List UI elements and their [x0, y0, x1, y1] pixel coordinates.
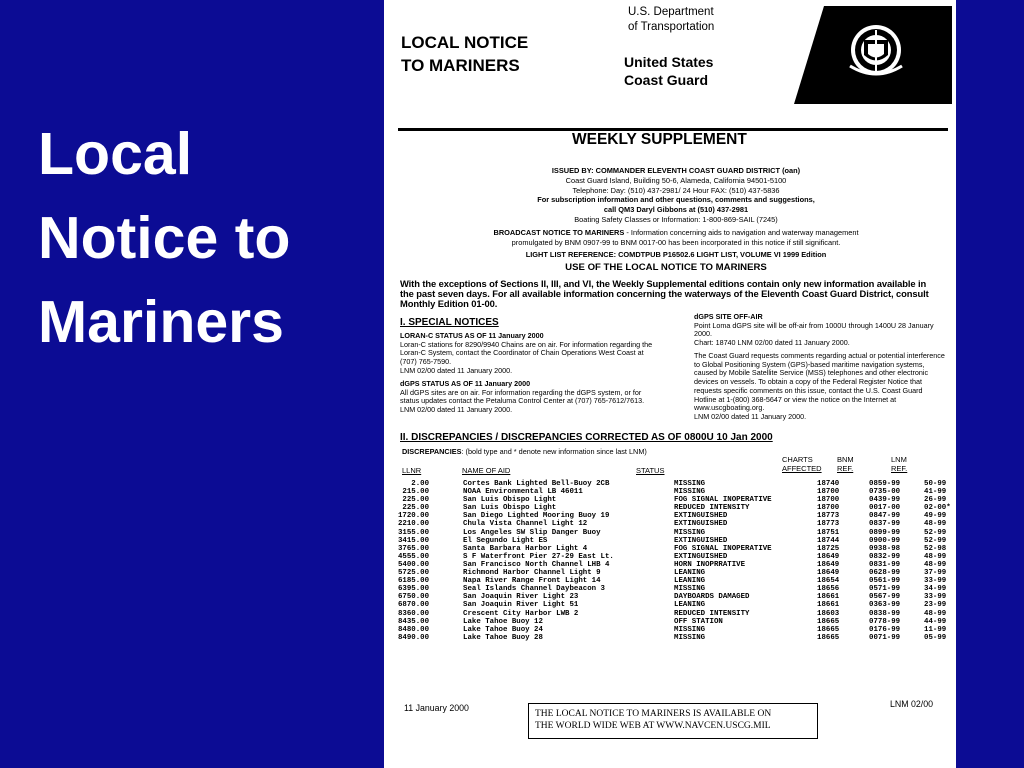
notice-dgps-status — [400, 380, 662, 415]
cell-status: REDUCED INTENSITY — [674, 504, 750, 513]
cell-llnr: 4555.00 — [398, 552, 430, 561]
discrepancies-label: DISCREPANCIES — [402, 447, 462, 456]
cell-status: LEANING — [674, 601, 706, 610]
column-header-lnm — [891, 455, 907, 473]
cell-name: Crescent City Harbor LWB 2 — [463, 609, 579, 618]
notice-title — [401, 31, 528, 77]
cell-status: OFF STATION — [674, 617, 723, 626]
table-row — [398, 496, 951, 504]
table-row — [398, 553, 951, 561]
department-line: U.S. Department — [628, 6, 714, 18]
discrepancies-table — [398, 480, 951, 642]
cell-status: MISSING — [674, 625, 706, 634]
footer-lnm: LNM 02/00 — [890, 699, 934, 709]
table-row — [398, 545, 951, 553]
web-availability-line: THE LOCAL NOTICE TO MARINERS IS AVAILABLE ON — [535, 709, 772, 719]
broadcast-text: promulgated by BNM 0907-99 to BNM 0017-00 has been incorporated in this notice if still significant. — [511, 237, 841, 247]
cell-status: DAYBOARDS DAMAGED — [674, 593, 750, 602]
notice-heading: dGPS SITE OFF-AIR — [694, 312, 763, 321]
column-header-bnm — [837, 455, 854, 473]
cell-chart: 18603 — [817, 609, 840, 618]
cell-status: MISSING — [674, 633, 706, 642]
cell-bnm: 0439-99 — [869, 496, 901, 505]
cell-lnm: 48-99 — [924, 520, 947, 529]
cell-name: NOAA Environmental LB 46011 — [463, 488, 583, 497]
broadcast-text: - Information concerning aids to navigation and waterway management — [624, 228, 859, 237]
table-row — [398, 569, 951, 577]
cell-llnr: 3155.00 — [398, 528, 430, 537]
notice-body: Point Loma dGPS site will be off-air from 1000U through 1400U 28 January 2000. — [694, 320, 934, 339]
broadcast-label: BROADCAST NOTICE TO MARINERS — [493, 228, 625, 237]
cell-lnm: 23-99 — [924, 601, 947, 610]
notice-title-line: LOCAL NOTICE — [401, 33, 529, 52]
cell-status: FOG SIGNAL INOPERATIVE — [674, 496, 772, 505]
cell-llnr: 6185.00 — [398, 577, 430, 586]
issued-line: For subscription information and other questions, comments and suggestions, — [537, 195, 815, 205]
department-line: of Transportation — [628, 21, 715, 33]
footer-date: 11 January 2000 — [404, 703, 469, 713]
issued-line: call QM3 Daryl Gibbons at (510) 437-2981 — [603, 205, 749, 215]
department-label — [628, 5, 714, 35]
notice-ref: Chart: 18740 LNM 02/00 dated 11 January 2000. — [694, 338, 850, 348]
cell-lnm: 44-99 — [924, 617, 947, 626]
table-row — [398, 610, 951, 618]
cell-name: Napa River Range Front Light 14 — [463, 577, 601, 586]
cell-bnm: 0832-99 — [869, 552, 901, 561]
column-header-line: LNM — [891, 455, 907, 464]
cell-bnm: 0838-99 — [869, 609, 901, 618]
coast-guard-emblem-icon — [792, 0, 952, 110]
cell-status: EXTINGUISHED — [674, 520, 728, 529]
cell-chart: 18725 — [817, 544, 840, 553]
agency-label — [624, 53, 713, 89]
cell-bnm: 0176-99 — [869, 625, 901, 634]
cell-bnm: 0778-99 — [869, 617, 901, 626]
cell-chart: 18744 — [817, 536, 840, 545]
cell-lnm: 52-99 — [924, 536, 947, 545]
cell-name: San Francisco North Channel LHB 4 — [463, 560, 610, 569]
cell-status: MISSING — [674, 528, 706, 537]
cell-lnm: 34-99 — [924, 585, 947, 594]
column-header-llnr: LLNR — [402, 466, 422, 475]
cell-lnm: 26-99 — [924, 496, 947, 505]
cell-lnm: 33-99 — [924, 577, 947, 586]
slide-title-line: Mariners — [38, 289, 284, 355]
cell-name: Lake Tahoe Buoy 28 — [463, 633, 543, 642]
column-header-line: AFFECTED — [782, 464, 822, 473]
cell-lnm: 48-99 — [924, 560, 947, 569]
cell-status: LEANING — [674, 569, 706, 578]
table-row — [398, 512, 951, 520]
column-header-name: NAME OF AID — [462, 466, 511, 475]
cell-chart: 18649 — [817, 569, 840, 578]
notice-title-line: TO MARINERS — [401, 56, 520, 75]
table-row — [398, 585, 951, 593]
cell-name: San Luis Obispo Light — [463, 504, 557, 513]
cell-bnm: 0071-99 — [869, 633, 901, 642]
notice-dgps-offair — [694, 313, 946, 348]
cell-lnm: 52-98 — [924, 544, 947, 553]
cell-llnr: 5400.00 — [398, 560, 430, 569]
cell-bnm: 0900-99 — [869, 536, 901, 545]
supplement-title: WEEKLY SUPPLEMENT — [572, 131, 747, 148]
notice-heading: LORAN-C STATUS AS OF 11 January 2000 — [400, 331, 544, 340]
table-row — [398, 480, 951, 488]
cell-lnm: 50-99 — [924, 480, 947, 488]
cell-llnr: 8480.00 — [398, 625, 430, 634]
table-row — [398, 593, 951, 601]
notice-ref: LNM 02/00 dated 11 January 2000. — [400, 405, 513, 415]
notice-loran — [400, 332, 662, 376]
cell-llnr: 2.00 — [411, 480, 430, 488]
cell-lnm: 37-99 — [924, 569, 947, 578]
cell-name: Cortes Bank Lighted Bell-Buoy 2CB — [463, 480, 610, 488]
cell-status: REDUCED INTENSITY — [674, 609, 750, 618]
column-header-charts — [782, 455, 822, 473]
cell-chart: 18700 — [817, 504, 840, 513]
cell-name: El Segundo Light ES — [463, 536, 548, 545]
cell-chart: 18661 — [817, 593, 840, 602]
issued-line: ISSUED BY: COMMANDER ELEVENTH COAST GUARD DISTRICT (oan) — [551, 166, 801, 175]
cell-llnr: 6395.00 — [398, 585, 430, 594]
section2-title: II. DISCREPANCIES / DISCREPANCIES CORRECTED AS OF 0800U 10 Jan 2000 — [400, 432, 773, 443]
cell-name: S F Waterfront Pier 27-29 East Lt. — [463, 552, 614, 561]
cell-lnm: 52-99 — [924, 528, 947, 537]
cell-lnm: 41-99 — [924, 488, 947, 497]
discrepancies-note — [402, 447, 647, 456]
notice-ref: LNM 02/00 dated 11 January 2000. — [694, 411, 807, 421]
cell-bnm: 0899-99 — [869, 528, 901, 537]
cell-llnr: 6750.00 — [398, 593, 430, 602]
section1-title: I. SPECIAL NOTICES — [400, 317, 499, 328]
table-row — [398, 520, 951, 528]
cell-name: Chula Vista Channel Light 12 — [463, 520, 588, 529]
cell-chart: 18740 — [817, 480, 840, 488]
notice-heading: dGPS STATUS AS OF 11 January 2000 — [400, 379, 531, 388]
column-header-line: REF. — [891, 464, 908, 473]
table-row — [398, 577, 951, 585]
cell-bnm: 0567-99 — [869, 593, 901, 602]
column-header-line: REF. — [837, 464, 854, 473]
notice-body: All dGPS sites are on air. For information regarding the dGPS system, or for status updates contact the Petaluma Control Center at (707) 765-7612/7613. — [400, 387, 645, 406]
cell-bnm: 0831-99 — [869, 560, 901, 569]
cell-name: Lake Tahoe Buoy 24 — [463, 625, 543, 634]
table-row — [398, 634, 951, 642]
cell-chart: 18700 — [817, 488, 840, 497]
cell-chart: 18649 — [817, 552, 840, 561]
cell-llnr: 8435.00 — [398, 617, 430, 626]
cell-llnr: 3415.00 — [398, 536, 430, 545]
cell-chart: 18665 — [817, 617, 840, 626]
cell-status: LEANING — [674, 577, 706, 586]
web-availability-line: THE WORLD WIDE WEB AT WWW.NAVCEN.USCG.MIL — [535, 721, 771, 731]
cell-chart: 18773 — [817, 512, 840, 521]
cell-name: Richmond Harbor Channel Light 9 — [463, 569, 601, 578]
cell-chart: 18649 — [817, 560, 840, 569]
issued-by-block — [496, 166, 856, 225]
table-row — [398, 529, 951, 537]
cell-bnm: 0571-99 — [869, 585, 901, 594]
cell-status: MISSING — [674, 488, 706, 497]
cell-chart: 18773 — [817, 520, 840, 529]
cell-llnr: 6870.00 — [398, 601, 430, 610]
cell-status: EXTINGUISHED — [674, 512, 728, 521]
cell-chart: 18656 — [817, 585, 840, 594]
cell-chart: 18665 — [817, 633, 840, 642]
slide-title — [38, 112, 368, 364]
cell-chart: 18654 — [817, 577, 840, 586]
cell-bnm: 0859-99 — [869, 480, 901, 488]
cell-name: Los Angeles SW Slip Danger Buoy — [463, 528, 601, 537]
discrepancies-note-text: : (bold type and * denote new information since last LNM) — [461, 447, 647, 456]
broadcast-block — [466, 228, 886, 259]
cell-lnm: 33-99 — [924, 593, 947, 602]
exceptions-text: With the exceptions of Sections II, III, and VI, the Weekly Supplemental editions contain only new information available in the past seven days. For all available information concerning the waterways of the Eleventh Coast Guard District, consult Monthly Edition 01-00. — [400, 278, 929, 309]
notice-body: Loran-C stations for 8290/9940 Chains are on air. For information regarding the Loran-C System, contact the Coordinator of Chain Operations West Coast at (707) 765-7590. — [400, 339, 653, 367]
column-header-line: BNM — [837, 455, 854, 464]
cell-status: MISSING — [674, 585, 706, 594]
cell-status: HORN INOPRRATIVE — [674, 560, 746, 569]
cell-lnm: 11-99 — [924, 625, 947, 634]
table-row — [398, 537, 951, 545]
cell-bnm: 0017-00 — [869, 504, 901, 513]
web-availability-box — [528, 703, 818, 739]
cell-chart: 18665 — [817, 625, 840, 634]
table-row — [398, 618, 951, 626]
cell-bnm: 0938-98 — [869, 544, 901, 553]
cell-lnm: 02-00* — [924, 504, 951, 513]
agency-line: United States — [624, 54, 714, 70]
cell-name: Lake Tahoe Buoy 12 — [463, 617, 543, 626]
cell-llnr: 1720.00 — [398, 512, 430, 521]
cell-bnm: 0847-99 — [869, 512, 901, 521]
cell-status: MISSING — [674, 480, 706, 488]
cell-llnr: 2210.00 — [398, 520, 430, 529]
cell-bnm: 0628-99 — [869, 569, 901, 578]
cell-name: Seal Islands Channel Daybeacon 3 — [463, 585, 605, 594]
cell-name: San Joaquin River Light 51 — [463, 601, 579, 610]
cell-name: San Luis Obispo Light — [463, 496, 557, 505]
cell-llnr: 225.00 — [402, 496, 430, 505]
table-row — [398, 626, 951, 634]
cell-chart: 18661 — [817, 601, 840, 610]
slide-title-line: Notice to — [38, 205, 291, 271]
cell-name: Santa Barbara Harbor Light 4 — [463, 544, 588, 553]
cell-bnm: 0837-99 — [869, 520, 901, 529]
agency-line: Coast Guard — [624, 72, 709, 88]
cell-chart: 18751 — [817, 528, 840, 537]
notice-body: The Coast Guard requests comments regarding actual or potential interference to Global Positioning System (GPS)-based maritime navigation systems, caused by Mobile Satellite Service (MSS) telephones and other electronic devices on vessels. To obtain a copy of the Federal Register Notice that requests specific comments on this issue, contact the U.S. Coast Guard Hotline at 1-(800) 368-5647 or view the notice on the Internet at www.uscgboating.org. — [694, 351, 945, 413]
cell-name: San Diego Lighted Mooring Buoy 19 — [463, 512, 610, 521]
cell-llnr: 3765.00 — [398, 544, 430, 553]
cell-llnr: 215.00 — [402, 488, 430, 497]
usage-title: USE OF THE LOCAL NOTICE TO MARINERS — [565, 262, 767, 273]
notice-gps-interference — [694, 352, 946, 422]
table-row — [398, 561, 951, 569]
notice-ref: LNM 02/00 dated 11 January 2000. — [400, 365, 513, 375]
column-header-line: CHARTS — [782, 455, 813, 464]
cell-lnm: 48-99 — [924, 552, 947, 561]
cell-name: San Joaquin River Light 23 — [463, 593, 579, 602]
issued-line: Boating Safety Classes or Information: 1-800-869-SAIL (7245) — [574, 214, 778, 224]
issued-line: Telephone: Day: (510) 437-2981/ 24 Hour FAX: (510) 437-5836 — [572, 185, 780, 195]
cell-llnr: 8360.00 — [398, 609, 430, 618]
cell-status: EXTINGUISHED — [674, 536, 728, 545]
cell-llnr: 5725.00 — [398, 569, 430, 578]
table-row — [398, 601, 951, 609]
cell-status: FOG SIGNAL INOPERATIVE — [674, 544, 772, 553]
table-row — [398, 504, 951, 512]
cell-bnm: 0735-00 — [869, 488, 901, 497]
light-list-reference: LIGHT LIST REFERENCE: COMDTPUB P16502.6 LIGHT LIST, VOLUME VI 1999 Edition — [525, 249, 827, 259]
column-header-status: STATUS — [636, 466, 665, 475]
cell-chart: 18700 — [817, 496, 840, 505]
issued-line: Coast Guard Island, Building 50-6, Alameda, California 94501-5100 — [565, 175, 787, 185]
cell-bnm: 0363-99 — [869, 601, 901, 610]
cell-llnr: 225.00 — [402, 504, 430, 513]
cell-lnm: 48-99 — [924, 609, 947, 618]
table-row — [398, 488, 951, 496]
slide-title-line: Local — [38, 121, 193, 187]
cell-lnm: 05-99 — [924, 633, 947, 642]
notice-document-image — [384, 0, 956, 768]
cell-llnr: 8490.00 — [398, 633, 430, 642]
cell-bnm: 0561-99 — [869, 577, 901, 586]
cell-status: EXTINGUISHED — [674, 552, 728, 561]
cell-lnm: 49-99 — [924, 512, 947, 521]
